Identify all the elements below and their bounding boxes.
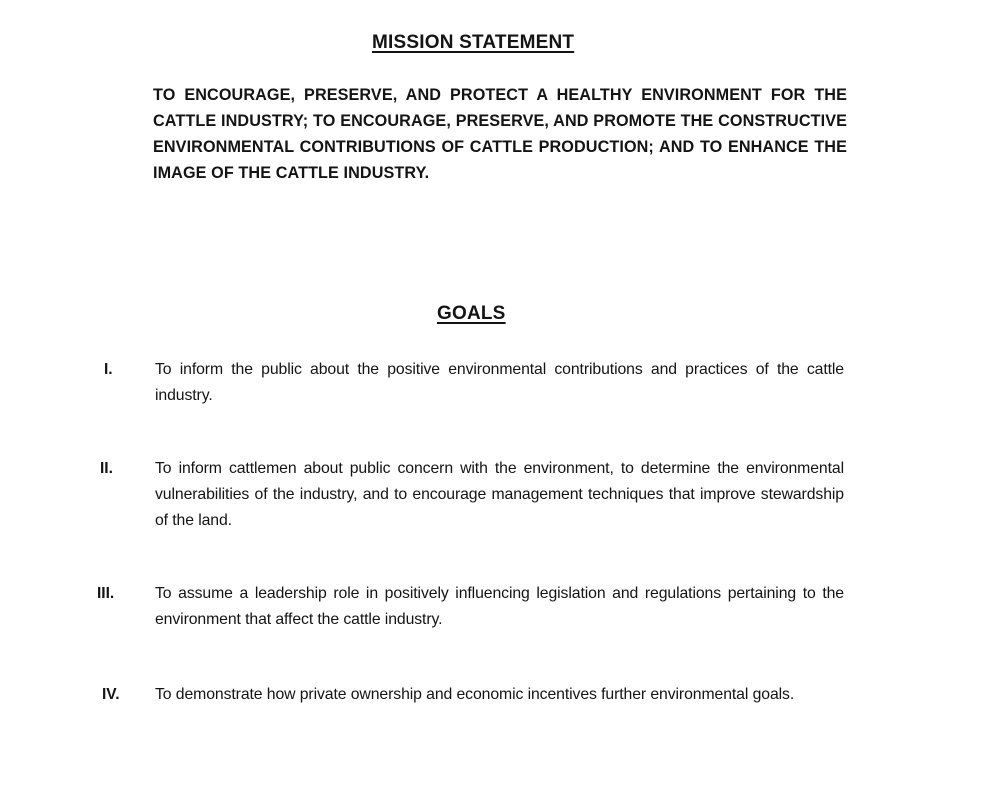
mission-statement-heading: MISSION STATEMENT [372,32,575,53]
goal-numeral: III. [97,585,115,602]
goal-numeral: IV. [102,686,120,703]
goal-text: To inform the public about the positive environmental contributions and practices of the cattle industry. [155,361,844,404]
goal-text: To assume a leadership role in positively influencing legislation and regulations pertaining to the environment that affect the cattle industry. [155,585,844,628]
mission-statement-text: TO ENCOURAGE, PRESERVE, AND PROTECT A HEALTHY ENVIRONMENT FOR THE CATTLE INDUSTRY; TO ENCOURAGE, PRESERVE, AND PROMOTE THE CONSTRUCTIVE ENVIRONMENTAL CONTRIBUTIONS OF CATTLE PRODUCTION; AND TO ENHANCE THE IMAGE OF THE CATTLE INDUSTRY. [153,86,847,182]
goal-text: To inform cattlemen about public concern with the environment, to determine the environmental vulnerabilities of the industry, and to encourage management techniques that improve stewardship of the land. [155,460,844,529]
goal-numeral: I. [104,361,113,378]
goals-heading: GOALS [437,303,506,324]
goal-text: To demonstrate how private ownership and economic incentives further environmental goals. [155,686,795,703]
goal-numeral: II. [100,460,113,477]
